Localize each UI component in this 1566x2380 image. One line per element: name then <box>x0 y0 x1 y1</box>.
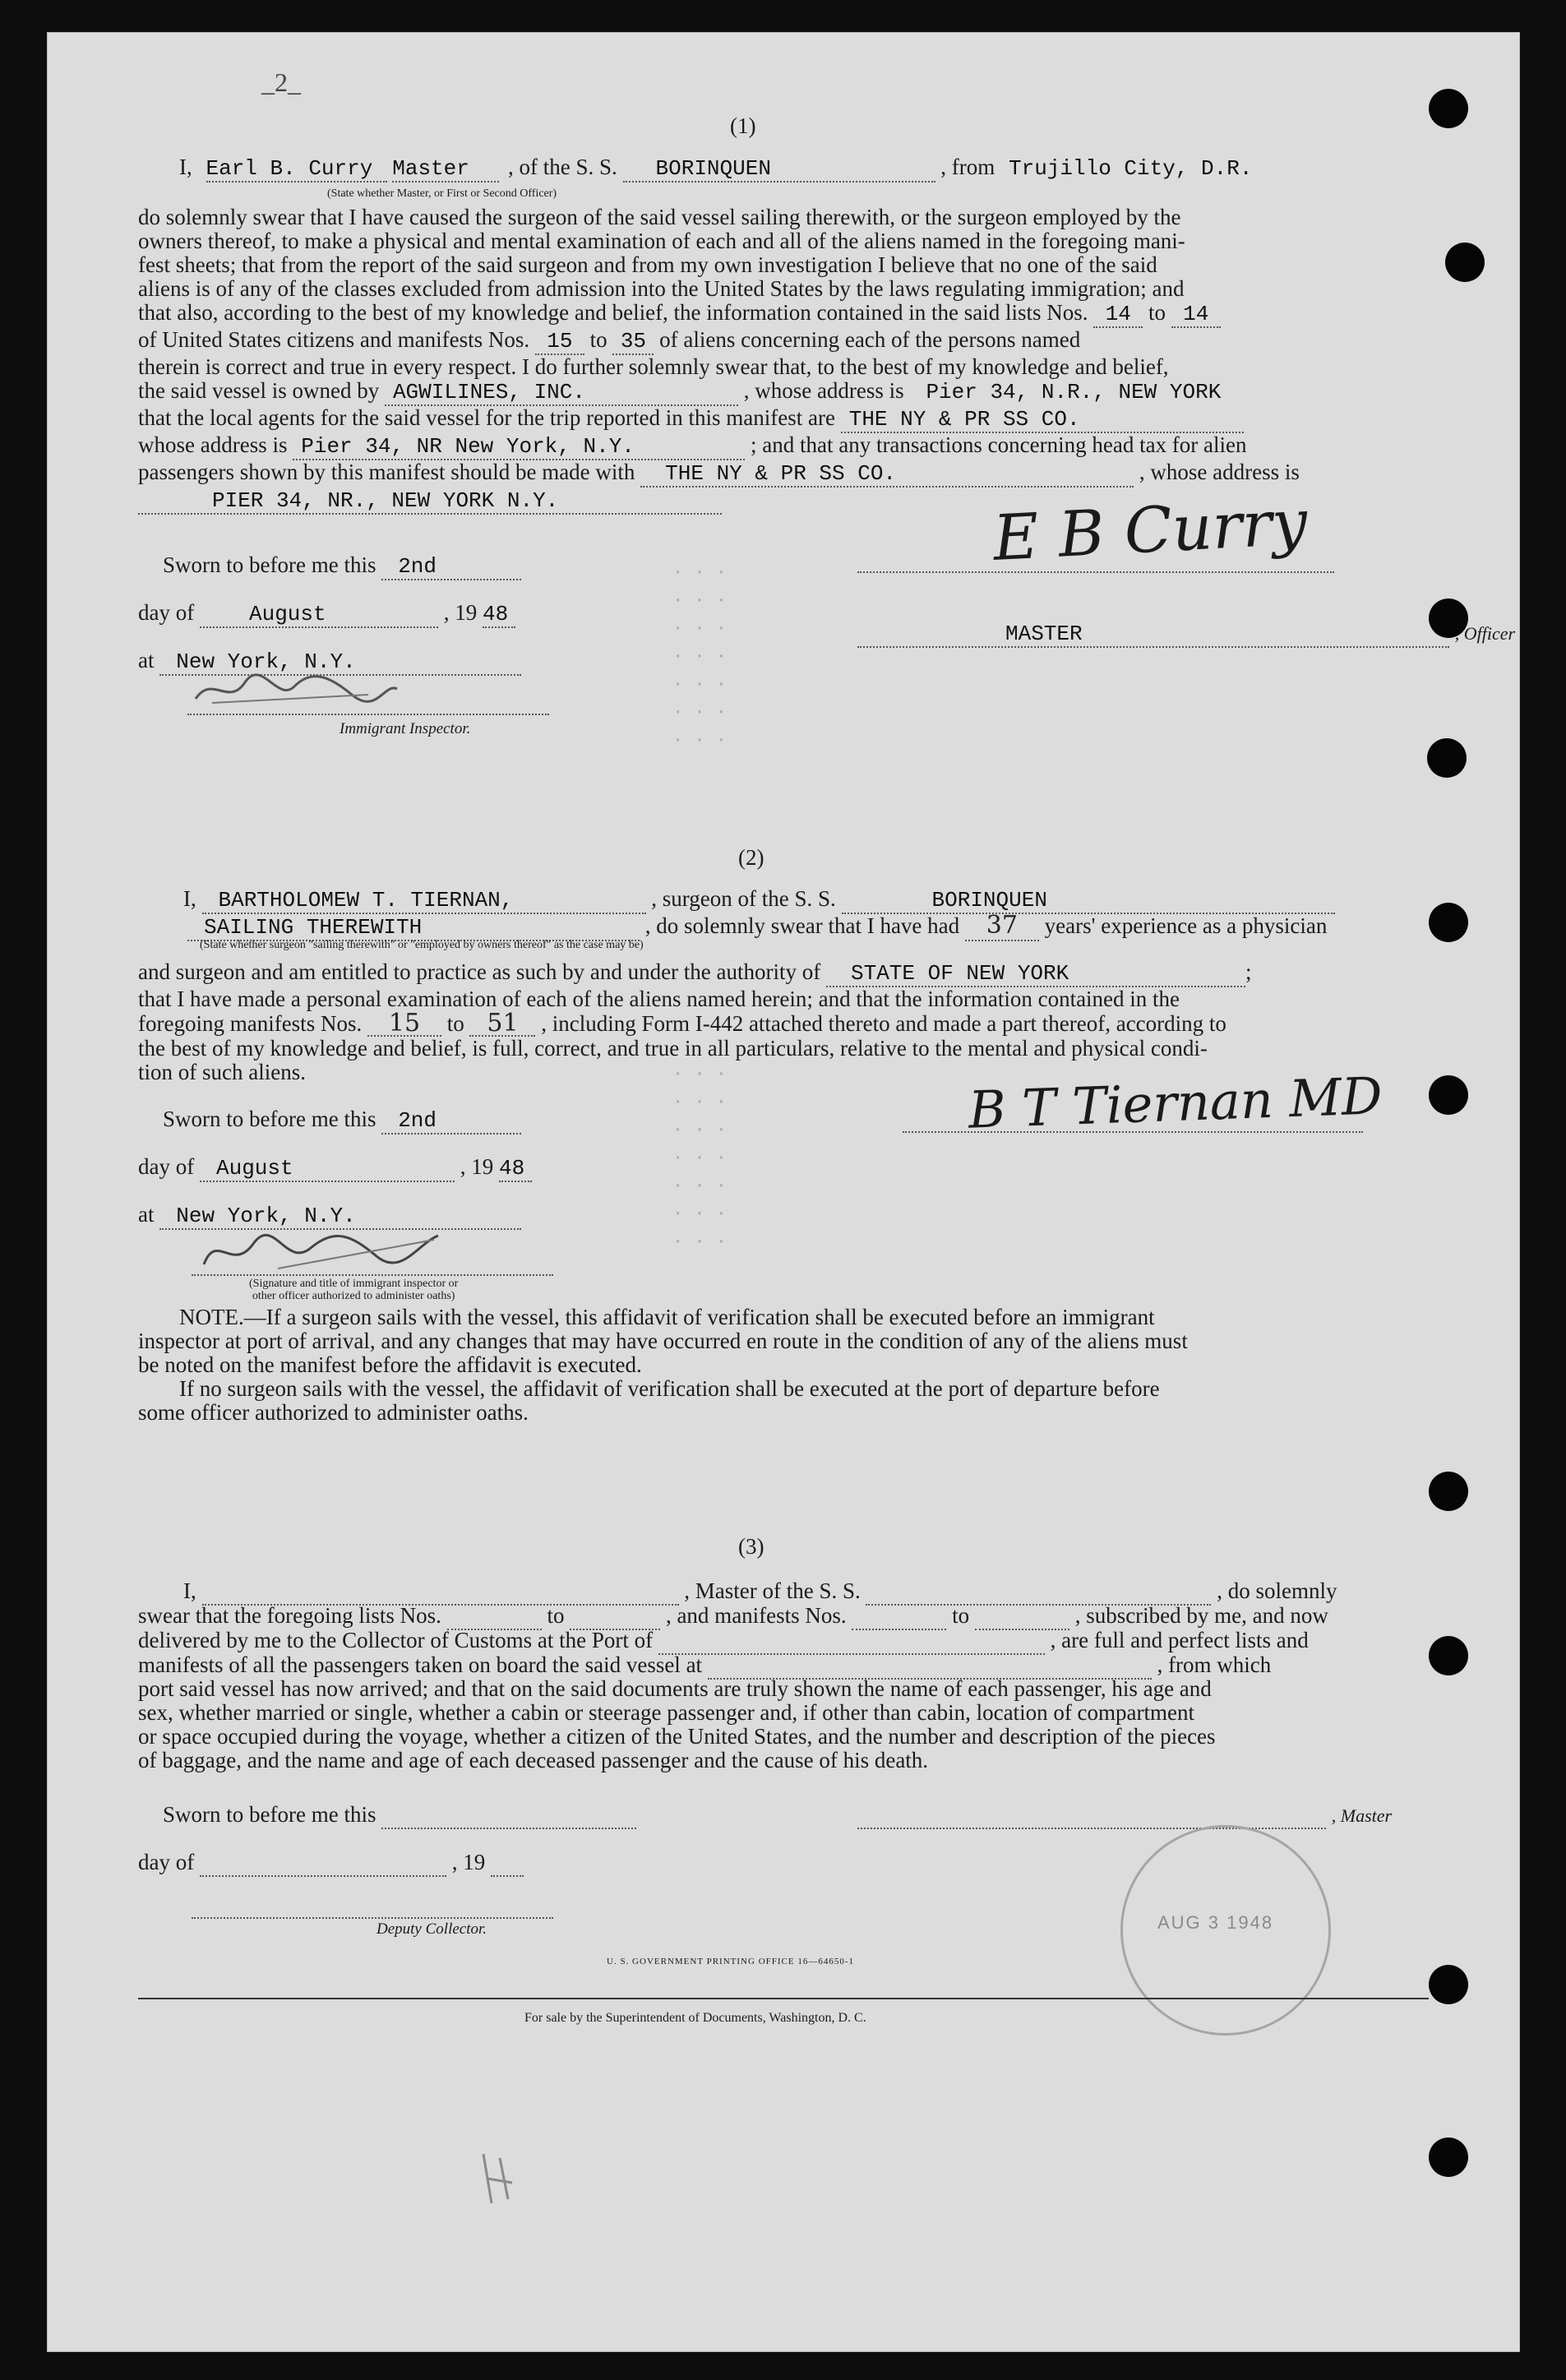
foregoing-line: foregoing manifests Nos. 15 to 51 , including Form I-442 attached thereto and made a part thereof, according to <box>138 1009 1226 1037</box>
section-1-heading-line <box>179 155 1412 183</box>
section-2-number: (2) <box>738 845 765 870</box>
section-1-number: (1) <box>730 113 756 138</box>
owner-name: AGWILINES, INC. <box>385 381 738 406</box>
year-3 <box>491 1850 524 1877</box>
punch-hole-icon <box>1427 738 1467 778</box>
sworn-line-3: Sworn to before me this <box>163 1802 636 1829</box>
i-label: I, <box>179 155 192 179</box>
day-of-line-3: day of , 19 <box>138 1850 524 1877</box>
body-line: sex, whether married or single, whether a cabin or steerage passenger and, if other than cabin, location of compartment <box>138 1700 1195 1725</box>
surgeon-signature: B T Tiernan MD <box>967 1065 1384 1140</box>
section-3-manifests-line: manifests of all the passengers taken on board the said vessel at , from which <box>138 1652 1271 1680</box>
owner-address: Pier 34, N.R., NEW YORK <box>926 380 1222 404</box>
man-to-2: 51 <box>469 1011 535 1037</box>
years-experience: 37 <box>965 911 1039 941</box>
punch-hole-icon <box>1429 89 1468 128</box>
month-2: August <box>200 1156 455 1182</box>
signature-rule-2 <box>903 1131 1363 1133</box>
sworn-day-2: 2nd <box>381 1108 521 1135</box>
collector-label: Deputy Collector. <box>376 1920 487 1938</box>
sworn-line-2: Sworn to before me this 2nd <box>163 1107 521 1135</box>
punch-hole-icon <box>1429 1965 1468 2004</box>
body-line: fest sheets; that from the report of the said surgeon and from my own investigation I believe that no one of the said <box>138 252 1157 277</box>
manifests-from: 15 <box>535 330 584 355</box>
body-line: therein is correct and true in every respect. I do further solemnly swear that, to the best of my knowledge and belief, <box>138 354 1169 379</box>
section-3-master-line: I, , Master of the S. S. , do solemnly <box>183 1578 1425 1606</box>
page-number-mark: _2_ <box>261 67 301 97</box>
officer-signature-scrawl <box>196 1223 442 1281</box>
sworn-day-3 <box>381 1802 636 1829</box>
sailing-line: SAILING THEREWITH , do solemnly swear that I have had 37 years' experience as a physician <box>187 911 1327 941</box>
surgeon-line: I, BARTHOLOMEW T. TIERNAN, , surgeon of the S. S. BORINQUEN <box>183 886 1335 914</box>
punch-hole-icon <box>1429 903 1468 942</box>
manifest-page <box>48 33 1519 2351</box>
section-3-vessel <box>866 1578 1211 1606</box>
sworn-line-1: Sworn to before me this 2nd <box>163 552 521 580</box>
place-1: New York, N.Y. <box>159 649 521 676</box>
master-name: Earl B. Curry <box>206 156 387 183</box>
authority: STATE OF NEW YORK <box>826 962 1245 987</box>
signature-rule-1 <box>857 571 1334 573</box>
section-1-body <box>138 206 1371 515</box>
master-line-3: , Master <box>857 1802 1392 1829</box>
month-3 <box>200 1850 446 1877</box>
section-3-number: (3) <box>738 1534 765 1559</box>
body-line: that also, according to the best of my knowledge and belief, the information contained in the said lists Nos. 14 to 14 <box>138 301 1371 328</box>
body-line: of baggage, and the name and age of each deceased passenger and the cause of his death. <box>138 1748 929 1772</box>
master-signature: E B Curry <box>991 485 1310 575</box>
section-3-master-name <box>202 1578 679 1606</box>
role-note: (State whether Master, or First or Second Officer) <box>327 187 557 200</box>
of-ss-label: , of the S. S. <box>508 155 617 179</box>
punch-hole-icon <box>1445 243 1485 282</box>
section-3-master-signature <box>857 1802 1326 1829</box>
manifests-to: 35 <box>612 330 654 355</box>
body-line: owners thereof, to make a physical and mental examination of each and all of the aliens named in the foregoing mani- <box>138 229 1185 253</box>
stamp-date: AUG 3 1948 <box>1157 1912 1274 1933</box>
at-line-1: at New York, N.Y. <box>138 648 521 676</box>
section-3-port <box>658 1628 1045 1655</box>
officer-label: , Officer <box>1454 623 1516 644</box>
section-3-man-from <box>852 1603 946 1630</box>
head-tax-party: THE NY & PR SS CO. <box>640 462 1134 488</box>
vessel-name: BORINQUEN <box>623 156 935 183</box>
footer-rule <box>138 1998 1429 1999</box>
inspector-label-1: Immigrant Inspector. <box>340 720 471 737</box>
year-2: 48 <box>499 1156 532 1182</box>
section-3-swear-line: swear that the foregoing lists Nos. to , and manifests Nos. to , subscribed by me, and now <box>138 1603 1328 1630</box>
bleed-through-texture: · · · · · · · · · · · · · · · · · · · · · <box>672 1064 728 1252</box>
section-3-lists-from <box>447 1603 542 1630</box>
punch-hole-icon <box>1429 1075 1468 1115</box>
at-line-2: at New York, N.Y. <box>138 1202 521 1230</box>
note-line: If no surgeon sails with the vessel, the affidavit of verification shall be executed at the port of departure before <box>179 1376 1160 1401</box>
footer-text: For sale by the Superintendent of Documents, Washington, D. C. <box>524 2011 866 2025</box>
agents-address-line: whose address is Pier 34, NR New York, N.Y. ; and that any transactions concerning head tax for alien <box>138 432 1247 459</box>
officer-title: MASTER <box>857 622 1449 648</box>
month-1: August <box>200 602 438 628</box>
note-line: NOTE.—If a surgeon sails with the vessel, this affidavit of verification shall be executed before an immigrant <box>179 1305 1155 1329</box>
section-1-inspector-rule <box>187 714 549 715</box>
section-2-body <box>138 960 1371 1084</box>
agents-address: Pier 34, NR New York, N.Y. <box>293 435 745 460</box>
pencil-mark-scrawl <box>467 2146 533 2211</box>
sailing-status: SAILING THEREWITH <box>187 915 640 941</box>
body-line: tion of such aliens. <box>138 1060 306 1084</box>
place-2: New York, N.Y. <box>159 1204 521 1230</box>
owned-by-line: the said vessel is owned by AGWILINES, INC. , whose address is Pier 34, N.R., NEW YORK <box>138 378 1222 404</box>
body-line: do solemnly swear that I have caused the surgeon of the said vessel sailing therewith, or the surgeon employed by the <box>138 205 1181 229</box>
section-2-officer-rule <box>192 1274 553 1276</box>
body-line: of United States citizens and manifests Nos. 15 to 35 of aliens concerning each of the persons named <box>138 327 1081 354</box>
bleed-through-texture: · · · · · · · · · · · · · · · · · · · · · <box>672 562 728 751</box>
officer-note: (Signature and title of immigrant inspector or other officer authorized to administer oaths) <box>249 1278 459 1302</box>
section-3-body <box>138 1677 1371 1772</box>
note-line: inspector at port of arrival, and any changes that may have occurred en route in the condition of any of the aliens must <box>138 1329 1188 1353</box>
punch-hole-icon <box>1429 1472 1468 1511</box>
from-place: Trujillo City, D.R. <box>1009 156 1253 181</box>
agents-line: that the local agents for the said vessel for the trip reported in this manifest are THE NY & PR SS CO. <box>138 406 1371 433</box>
punch-hole-icon <box>1429 2137 1468 2177</box>
sworn-day-1: 2nd <box>381 554 521 580</box>
authority-line: and surgeon and am entitled to practice as such by and under the authority of STATE OF NEW YORK ; <box>138 959 1252 986</box>
note-block <box>138 1306 1379 1425</box>
year-1: 48 <box>483 602 515 628</box>
note-line: be noted on the manifest before the affidavit is executed. <box>138 1352 642 1377</box>
section-3-man-to <box>975 1603 1069 1630</box>
body-line: the best of my knowledge and belief, is full, correct, and true in all particulars, relative to the mental and physical condi- <box>138 1036 1208 1061</box>
head-tax-line: passengers shown by this manifest should be made with THE NY & PR SS CO. , whose address is <box>138 460 1300 486</box>
sailing-note: (State whether surgeon "sailing therewith" or "employed by owners thereof" as the case may be) <box>200 939 644 951</box>
collector-rule <box>192 1917 553 1919</box>
head-tax-address: PIER 34, NR., NEW YORK N.Y. <box>138 489 722 515</box>
section-2-vessel: BORINQUEN <box>842 888 1335 914</box>
note-line: some officer authorized to administer oaths. <box>138 1400 529 1425</box>
punch-hole-icon <box>1429 1636 1468 1675</box>
lists-from: 14 <box>1093 303 1143 328</box>
section-3-lists-to <box>570 1603 660 1630</box>
printing-office: U. S. GOVERNMENT PRINTING OFFICE 16—64650-1 <box>607 1957 855 1966</box>
lists-to: 14 <box>1171 303 1221 328</box>
inspector-signature-scrawl <box>187 666 401 715</box>
body-line: port said vessel has now arrived; and that on the said documents are truly shown the name of each passenger, his age and <box>138 1676 1212 1701</box>
agents-name: THE NY & PR SS CO. <box>841 408 1244 433</box>
section-3-delivered-line: delivered by me to the Collector of Customs at the Port of , are full and perfect lists and <box>138 1628 1309 1655</box>
master-role: Master <box>392 156 499 183</box>
man-from-2: 15 <box>367 1011 441 1037</box>
body-line: aliens is of any of the classes excluded from admission into the United States by the laws regulating immigration; and <box>138 276 1185 301</box>
body-line: that I have made a personal examination of each of the aliens named herein; and that the information contained in the <box>138 987 1180 1011</box>
officer-line <box>857 620 1516 648</box>
body-line: or space occupied during the voyage, whether a citizen of the United States, and the number and description of the pieces <box>138 1724 1216 1749</box>
day-of-line-1: day of August , 19 48 <box>138 600 515 628</box>
surgeon-name: BARTHOLOMEW T. TIERNAN, <box>202 888 646 914</box>
day-of-line-2: day of August , 19 48 <box>138 1154 532 1182</box>
from-label: , from <box>940 155 995 179</box>
